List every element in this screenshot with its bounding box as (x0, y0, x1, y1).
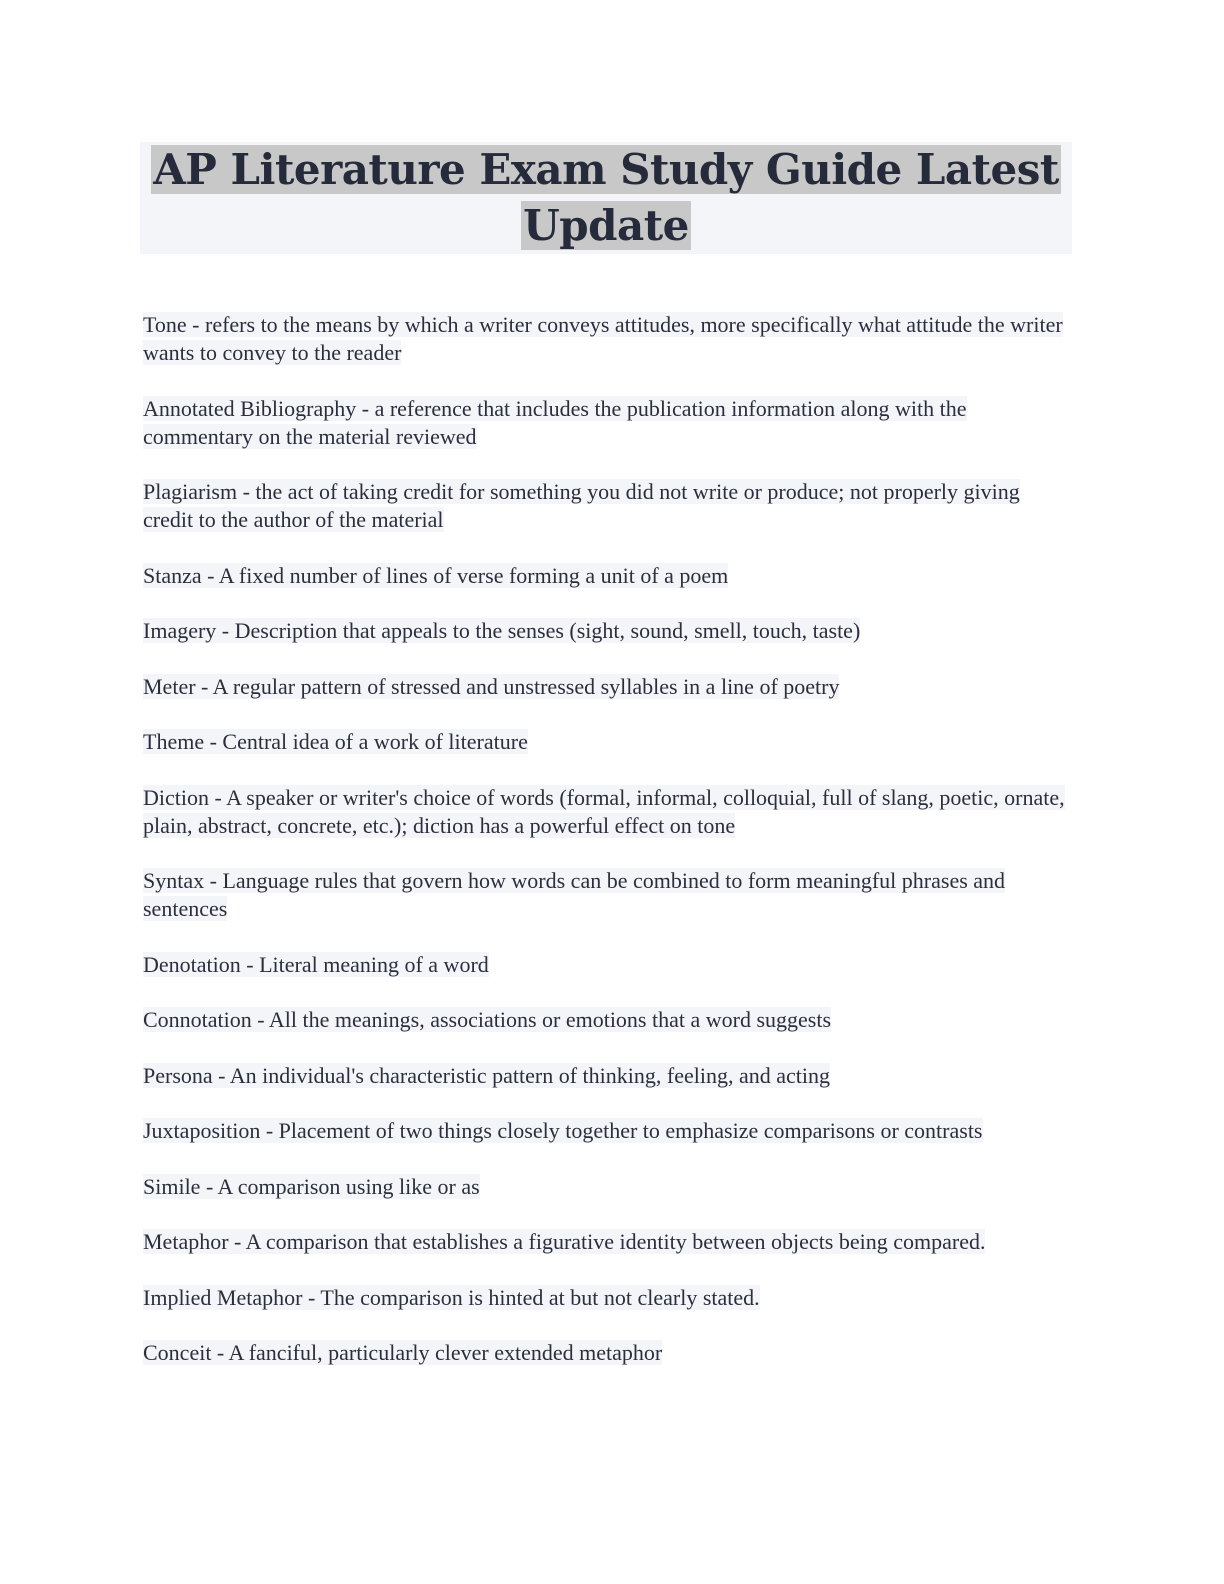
glossary-entry-text: Implied Metaphor - The comparison is hinted at but not clearly stated. (143, 1284, 760, 1310)
glossary-entry-text: Syntax - Language rules that govern how words can be combined to form meaningful phrases and sentences (143, 868, 1006, 921)
glossary-entry (143, 1284, 1073, 1312)
title-block (140, 142, 1072, 254)
glossary-entry-text: Annotated Bibliography - a reference that includes the publication information along with the commentary on the material reviewed (143, 395, 967, 449)
glossary-entry (143, 1228, 1073, 1256)
glossary-entry (143, 1173, 1073, 1201)
glossary-entry (143, 728, 1073, 756)
glossary-entry (143, 562, 1073, 590)
glossary-entry-text: Theme - Central idea of a work of literature (143, 729, 528, 754)
glossary-entry-text: Diction - A speaker or writer's choice of words (formal, informal, colloquial, full of slang, poetic, ornate, plain, abstract, concrete, etc.); diction has a powerful effect on tone (143, 784, 1065, 838)
glossary-entry (143, 1062, 1073, 1090)
glossary-entry (143, 673, 1073, 701)
glossary-entry-text: Tone - refers to the means by which a writer conveys attitudes, more specifically what attitude the writer wants to convey to the reader (143, 312, 1063, 365)
glossary-entry-text: Plagiarism - the act of taking credit for something you did not write or produce; not properly giving credit to the author of the material (143, 479, 1020, 532)
glossary-entry (143, 478, 1073, 534)
glossary-entry (143, 1339, 1073, 1367)
glossary-entry-text: Conceit - A fanciful, particularly clever extended metaphor (143, 1340, 663, 1365)
glossary-entry-text: Stanza - A fixed number of lines of verse forming a unit of a poem (143, 562, 729, 588)
glossary-entry-text: Denotation - Literal meaning of a word (143, 951, 489, 977)
glossary-entry-text: Imagery - Description that appeals to the senses (sight, sound, smell, touch, taste) (143, 618, 861, 643)
glossary-entry-text: Connotation - All the meanings, associations or emotions that a word suggests (143, 1007, 832, 1032)
document-title (140, 142, 1072, 254)
glossary-entry (143, 784, 1073, 840)
glossary-entry (143, 617, 1073, 645)
glossary-entry-text: Metaphor - A comparison that establishes a figurative identity between objects being compared. (143, 1229, 986, 1254)
glossary-entry-text: Meter - A regular pattern of stressed and unstressed syllables in a line of poetry (143, 673, 840, 699)
glossary-entry (143, 395, 1073, 451)
glossary-entry (143, 867, 1073, 923)
glossary-entry-text: Juxtaposition - Placement of two things closely together to emphasize comparisons or contrasts (143, 1118, 983, 1143)
glossary-entry (143, 1006, 1073, 1034)
document-title-text: AP Literature Exam Study Guide Latest Update (153, 145, 1059, 250)
glossary-entry (143, 951, 1073, 979)
glossary-list (143, 311, 1073, 1395)
glossary-entry-text: Simile - A comparison using like or as (143, 1173, 480, 1199)
glossary-entry (143, 311, 1073, 367)
glossary-entry-text: Persona - An individual's characteristic pattern of thinking, feeling, and acting (143, 1062, 830, 1088)
glossary-entry (143, 1117, 1073, 1145)
